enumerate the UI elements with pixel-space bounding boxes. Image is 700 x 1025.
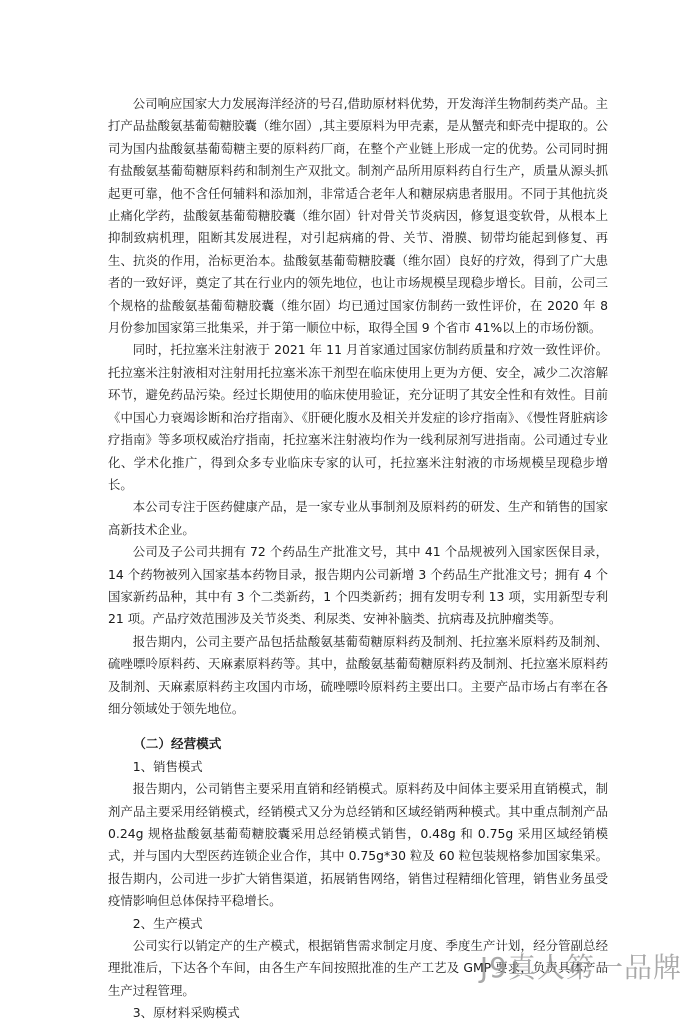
section-heading-business-model: （二）经营模式: [133, 736, 222, 752]
paragraph-sales-model: 报告期内，公司销售主要采用直销和经销模式。原料药及中间体主要采用直销模式，制剂产品主要采用经销模式，经销模式又分为总经销和区域经销两种模式。其中重点制剂产品 0.24g 规格盐酸氨基葡萄糖胶囊采用总经销模式销售，0.48g 和 0.75g 采用区域经销模式，并与国内大型医药连锁企业合作，其中 0.75g*30 粒及 60 粒包装规格参加国家集采。报告期内，公司进一步扩大销售渠道，拓展销售网络，销售过程精细化管理，销售业务虽受疫情影响但总体保持平稳增长。: [108, 781, 608, 909]
sub-heading-production-model: 2、生产模式: [132, 915, 203, 931]
paragraph-glucosamine: 公司响应国家大力发展海洋经济的号召,借助原材料优势，开发海洋生物制药类产品。主打产品盐酸氨基葡萄糖胶囊（维尔固）,其主要原料为甲壳素，是从蟹壳和虾壳中提取的。公司为国内盐酸氨基葡萄糖主要的原料药厂商，在整个产业链上形成一定的优势。公司同时拥有盐酸氨基葡萄糖原料药和制剂生产双批文。制剂产品所用原料药自行生产，质量从源头抓起更可靠，他不含任何辅料和添加剂，非常适合老年人和糖尿病患者服用。不同于其他抗炎止痛化学药，盐酸氨基葡萄糖胶囊（维尔固）针对骨关节炎病因，修复退变软骨，从根本上抑制致病机理，阻断其发展进程，对引起病痛的骨、关节、滑膜、韧带均能起到修复、再生、抗炎的作用，治标更治本。盐酸氨基葡萄糖胶囊（维尔固）良好的疗效，得到了广大患者的一致好评，奠定了其在行业内的领先地位，也让市场规模呈现稳步增长。目前，公司三个规格的盐酸氨基葡萄糖胶囊（维尔固）均已通过国家仿制药一致性评价，在 2020 年 8 月份参加国家第三批集采，并于第一顺位中标，取得全国 9 个省市 41%以上的市场份额。: [108, 96, 608, 336]
paragraph-approvals: 公司及子公司共拥有 72 个药品生产批准文号，其中 41 个品规被列入国家医保目录，14 个药物被列入国家基本药物目录，报告期内公司新增 3 个药品生产批准文号；拥有 4 个国家新药品种，其中有 3 个二类新药，1 个四类新药；拥有发明专利 13 项，实用新型专利 21 项。产品疗效范围涉及关节炎类、利尿类、安神补脑类、抗病毒及抗肿瘤类等。: [108, 544, 608, 627]
paragraph-main-products: 报告期内，公司主要产品包括盐酸氨基葡萄糖原料药及制剂、托拉塞米原料药及制剂、硫唑嘌呤原料药、天麻素原料药等。其中，盐酸氨基葡萄糖原料药及制剂、托拉塞米原料药及制剂、天麻素原料药主攻国内市场，硫唑嘌呤原料药主要出口。主要产品市场占有率在各细分领域处于领先地位。: [108, 633, 608, 716]
paragraph-production-model: 公司实行以销定产的生产模式，根据销售需求制定月度、季度生产计划，经分管副总经理批准后，下达各个车间，由各生产车间按照批准的生产工艺及 GMP 要求，负责具体产品生产过程管理。: [108, 938, 608, 998]
document-body: [108, 93, 608, 1025]
sub-heading-procurement-model: 3、原材料采购模式: [132, 1005, 240, 1021]
sub-heading-sales-model: 1、销售模式: [132, 758, 203, 774]
paragraph-torasemide: 同时，托拉塞米注射液于 2021 年 11 月首家通过国家仿制药质量和疗效一致性评价。托拉塞米注射液相对注射用托拉塞米冻干剂型在临床使用上更为方便、安全，减少二次溶解环节，避免药品污染。经过长期使用的临床使用验证，充分证明了其安全性和有效性。目前《中国心力衰竭诊断和治疗指南》、《肝硬化腹水及相关并发症的诊疗指南》、《慢性肾脏病诊疗指南》等多项权威治疗指南，托拉塞米注射液均作为一线利尿剂写进指南。公司通过专业化、学术化推广，得到众多专业临床专家的认可，托拉塞米注射液的市场规模呈现稳步增长。: [108, 342, 608, 492]
watermark-text: J9真人第一品牌: [479, 951, 682, 984]
paragraph-company-focus: 本公司专注于医药健康产品，是一家专业从事制剂及原料药的研发、生产和销售的国家高新技术企业。: [108, 499, 608, 537]
